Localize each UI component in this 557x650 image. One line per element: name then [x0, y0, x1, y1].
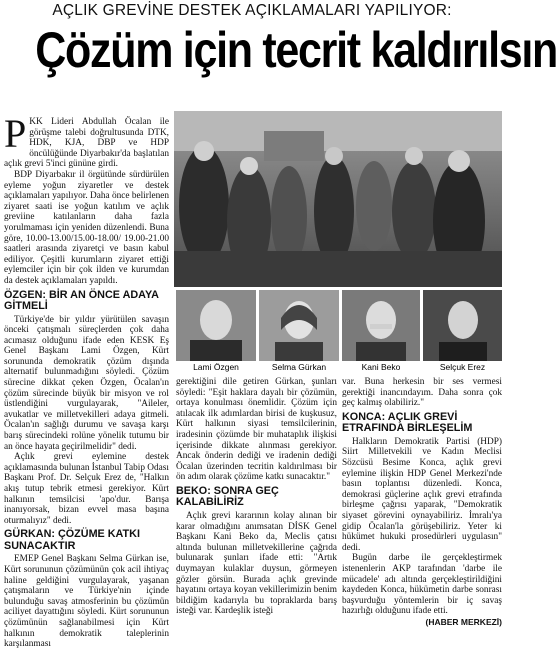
headline: Çözüm için tecrit kaldırılsın	[35, 22, 557, 78]
ozgen-paragraph-2: Açlık grevi eylemine destek açıklamasında bulunan İstanbul Tabip Odası Başkanı Prof. Dr. Selçuk Erez de, "Halkın akış tutup tebrik etmesi gerekiyor. Kürt halkının temsilcisi 'apo'dur. Barışa inanıyorsak, bizan evvel masa başına oturmalıyız" dedi.	[4, 452, 169, 526]
dropcap: P	[4, 111, 27, 156]
konca-paragraph-1: Halkların Demokratik Partisi (HDP) Siirt Milletvekili ve Kadın Meclisi Sözcüsü Besime Konca, açlık grevi eylemine ilişkin HDP Genel Merkezi'nde basın toplantısı düzenledi. Konca, demokrasi güçlerine açlık grevi etrafında birleşme çağrısı yaparak, "Demokratik siyaset görevini oynayabiliriz. İmralı'ya gidip Öcalan'la görüşebiliriz. Yeter ki hükümet hukuki prosedürleri uygulasın" dedi.	[342, 436, 502, 553]
crowd-photo-image	[174, 111, 502, 287]
column-right	[342, 377, 502, 628]
intro-paragraph-2: BDP Diyarbakır il örgütünde sürdürülen eyleme yoğun ziyaretler ve destek açıklamaları yapılıyor. Daha önce belirlenen ziyaret saati ise yoğun katılım ve açlık greviine katılanların daha fazla yorulmaması için yeniden düzenlendi. Buna göre, 10.00-13.00/15.00-18.00/ 19.00-21.00 saatleri arasında ziyaretçi ve basın kabul ediliyor. Çeşitli kurumların ziyaret ettiği eylemciler için bir çok ilden ve kurumdan da destek açıklamaları yapıldı.	[4, 169, 169, 286]
right-paragraph-1: var. Buna herkesin bir ses vermesi gerektiği inancındayım. Daha sonra çok geç kalmış olabiliriz."	[342, 377, 502, 409]
ozgen-paragraph-1: Türkiye'de bir yıldır yürütülen savaşın önceki çatışmalı süreçlerden çok daha acımasız olduğunu ifade eden KESK Eş Genel Başkanı Lami Özgen, Kürt sorununda demokratik çözüm dışında alternatif bulunmadığını söyledi. Çözüm sürecine dikkat çeken Özgen, Öcalan'ın çözüm sürecinde büyük bir misyon ve rol üstlendiğini vurgulayarak, "Aileler, avukatlar ve milletvekilleri adaya gitmeli. Öcalan'ın sağlığı durumu ve savaşa karşı barış sürecindeki rolüne yönelik tutumu bir an önce hayata geçirilmelidir" dedi.	[4, 314, 169, 452]
source-credit: (HABER MERKEZİ)	[425, 616, 502, 627]
subhead-konca: KONCA: AÇLIK GREVİ ETRAFINDA BİRLEŞELİM	[342, 410, 473, 435]
portrait-lami-ozgen	[176, 290, 256, 373]
portrait-selcuk-erez	[423, 290, 502, 373]
mid-paragraph-1: gerektiğini dile getiren Gürkan, şunları söyledi: "Eşit haklara dayalı bir çözümün, ortaya konulması önemlidir. Çözüm için atılacak ilk adımlardan birisi de kuşkusuz, Kürt halkının siyasi temsilcilerinin, iradesinin çözümde bir muhataplık ilişkisi içerisinde dikkate alınması gerekiyor. Ancak önderin dediği ve iradenin dediği Öcalan üzerinden tecritin kaldırılması bir ön adım olarak çözüme katkı sunacaktır."	[176, 377, 337, 483]
portrait-selma-gurkan	[259, 290, 339, 373]
person-photo-icon	[176, 290, 256, 362]
subhead-ozgen: ÖZGEN: BİR AN ÖNCE ADAYA GİTMELİ	[4, 288, 159, 312]
konca-paragraph-2: Bugün darbe ile gerçekleştirmek istenenlerin AKP tarafından 'darbe ile mücadele' adı altında gerçekleştirildiğini kaydeden Konca, hükümetin darbe sonrası başvurduğu yöntemlerin bir iç savaş hazırlığı olduğunu ifade etti.	[342, 553, 502, 617]
subhead-beko: BEKO: SONRA GEÇ KALABİLİRİZ	[176, 484, 279, 509]
person-photo-icon	[259, 290, 339, 362]
portrait-caption: Kani Beko	[342, 361, 420, 373]
portrait-caption: Selma Gürkan	[259, 361, 339, 373]
subhead-gurkan: GÜRKAN: ÇÖZÜME KATKI SUNACAKTIR	[4, 528, 140, 552]
portrait-caption: Lami Özgen	[176, 361, 256, 373]
beko-paragraph-1: Açlık grevi kararının kolay alınan bir karar olmadığını anımsatan DİSK Genel Başkanı Kani Beko da, Meclis çatısı altında bulunan milletvekillerine çağrıda bulunarak şunları ifade etti: "Artık duymayan kulaklar duysun, görmeyen gözler görsün. Burada açlık grevinde hayatını ortaya koyan vekillerimizin benim bildiğim kadarıyla bu topraklarda barış isteği var. Kardeşlik isteği	[176, 510, 337, 617]
person-photo-icon	[423, 290, 502, 362]
intro-paragraph-1: KK Lideri Abdullah Öcalan ile görüşme talebi doğrultusunda DTK, HDK, KJA, DBP ve HDP öncülüğünde Diyarbakır'da başlatılan açlık grevi 5'inci gününe girdi.	[4, 117, 169, 170]
person-photo-icon	[342, 290, 420, 362]
gurkan-paragraph-1: EMEP Genel Başkanı Selma Gürkan ise, Kürt sorununun çözümünün çok acil ihtiyaç haline geldiğini vurgulayarak, yaşanan çatışmaların ve Türkiye'nin içinde bulunduğu savaş atmosferinin bu çözümün aciliyet dayattığını söyledi. Kürt sorununun çözümünün sağlanabilmesi için Kürt halkının demokratik taleplerinin karşılanması	[4, 554, 169, 650]
portrait-kani-beko	[342, 290, 420, 373]
kicker: AÇLIK GREVİNE DESTEK AÇIKLAMALARI YAPILIYOR:	[52, 2, 452, 19]
column-middle	[176, 377, 337, 617]
main-photo	[174, 111, 502, 287]
column-left	[4, 111, 169, 650]
portrait-caption: Selçuk Erez	[423, 361, 502, 373]
